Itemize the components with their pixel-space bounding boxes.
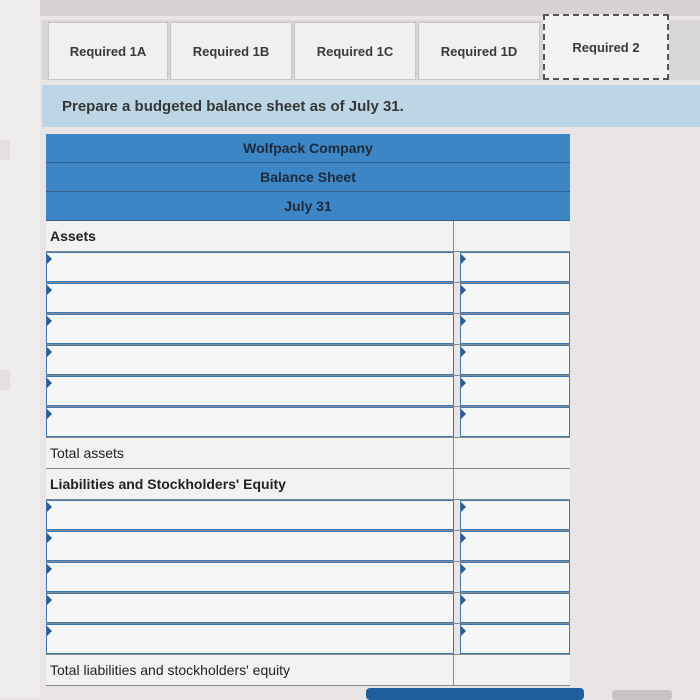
total-liabilities-row (46, 655, 570, 686)
asset-amount-input[interactable] (460, 252, 570, 282)
left-margin (0, 0, 40, 697)
assets-heading-value (454, 221, 570, 251)
liability-amount-input[interactable] (460, 531, 570, 561)
dropdown-marker-icon (47, 378, 52, 388)
dropdown-marker-icon (47, 254, 52, 264)
statement-title: Balance Sheet (46, 163, 570, 192)
dropdown-marker-icon (47, 595, 52, 605)
liability-amount-input[interactable] (460, 624, 570, 654)
asset-amount-input[interactable] (460, 314, 570, 344)
liability-account-select[interactable] (46, 500, 454, 530)
tab-required-1a[interactable]: Required 1A (48, 22, 168, 80)
dropdown-marker-icon (461, 595, 466, 605)
asset-input-row (46, 407, 570, 438)
company-name: Wolfpack Company (46, 134, 570, 163)
dropdown-marker-icon (461, 347, 466, 357)
total-liabilities-label: Total liabilities and stockholders' equity (46, 655, 454, 685)
instruction-text: Prepare a budgeted balance sheet as of July 31. (42, 85, 700, 127)
secondary-nav-button[interactable] (612, 690, 672, 700)
liability-account-select[interactable] (46, 624, 454, 654)
liability-amount-input[interactable] (460, 562, 570, 592)
asset-amount-input[interactable] (460, 283, 570, 313)
asset-input-row (46, 252, 570, 283)
assets-heading-row (46, 221, 570, 252)
assets-heading: Assets (46, 221, 454, 251)
asset-input-row (46, 283, 570, 314)
dropdown-marker-icon (47, 626, 52, 636)
asset-amount-input[interactable] (460, 376, 570, 406)
dropdown-marker-icon (461, 378, 466, 388)
dropdown-marker-icon (47, 316, 52, 326)
dropdown-marker-icon (461, 564, 466, 574)
dropdown-marker-icon (461, 409, 466, 419)
primary-nav-button[interactable] (366, 688, 584, 700)
asset-account-select[interactable] (46, 407, 454, 437)
balance-sheet-table (46, 134, 570, 686)
margin-tick (0, 370, 10, 390)
dropdown-marker-icon (47, 564, 52, 574)
liability-input-row (46, 531, 570, 562)
liability-account-select[interactable] (46, 562, 454, 592)
liability-amount-input[interactable] (460, 593, 570, 623)
tab-required-1d[interactable]: Required 1D (418, 22, 540, 80)
asset-account-select[interactable] (46, 252, 454, 282)
dropdown-marker-icon (47, 502, 52, 512)
asset-amount-input[interactable] (460, 407, 570, 437)
liability-account-select[interactable] (46, 593, 454, 623)
dropdown-marker-icon (461, 502, 466, 512)
liability-input-row (46, 500, 570, 531)
total-assets-value (454, 438, 570, 468)
total-liabilities-value (454, 655, 570, 685)
liabilities-heading-row (46, 469, 570, 500)
tab-required-1c[interactable]: Required 1C (294, 22, 416, 80)
asset-account-select[interactable] (46, 314, 454, 344)
dropdown-marker-icon (47, 285, 52, 295)
asset-account-select[interactable] (46, 283, 454, 313)
dropdown-marker-icon (461, 254, 466, 264)
dropdown-marker-icon (461, 285, 466, 295)
liabilities-heading: Liabilities and Stockholders' Equity (46, 469, 454, 499)
total-assets-label: Total assets (46, 438, 454, 468)
asset-account-select[interactable] (46, 345, 454, 375)
liability-account-select[interactable] (46, 531, 454, 561)
dropdown-marker-icon (461, 533, 466, 543)
tab-required-1b[interactable]: Required 1B (170, 22, 292, 80)
dropdown-marker-icon (47, 409, 52, 419)
liability-amount-input[interactable] (460, 500, 570, 530)
asset-input-row (46, 345, 570, 376)
asset-input-row (46, 376, 570, 407)
dropdown-marker-icon (47, 533, 52, 543)
dropdown-marker-icon (461, 626, 466, 636)
liability-input-row (46, 593, 570, 624)
statement-date: July 31 (46, 192, 570, 221)
asset-amount-input[interactable] (460, 345, 570, 375)
tab-required-2[interactable]: Required 2 (543, 14, 669, 80)
liabilities-heading-value (454, 469, 570, 499)
margin-tick (0, 140, 10, 160)
dropdown-marker-icon (47, 347, 52, 357)
liability-input-row (46, 562, 570, 593)
asset-account-select[interactable] (46, 376, 454, 406)
total-assets-row (46, 438, 570, 469)
asset-input-row (46, 314, 570, 345)
dropdown-marker-icon (461, 316, 466, 326)
liability-input-row (46, 624, 570, 655)
